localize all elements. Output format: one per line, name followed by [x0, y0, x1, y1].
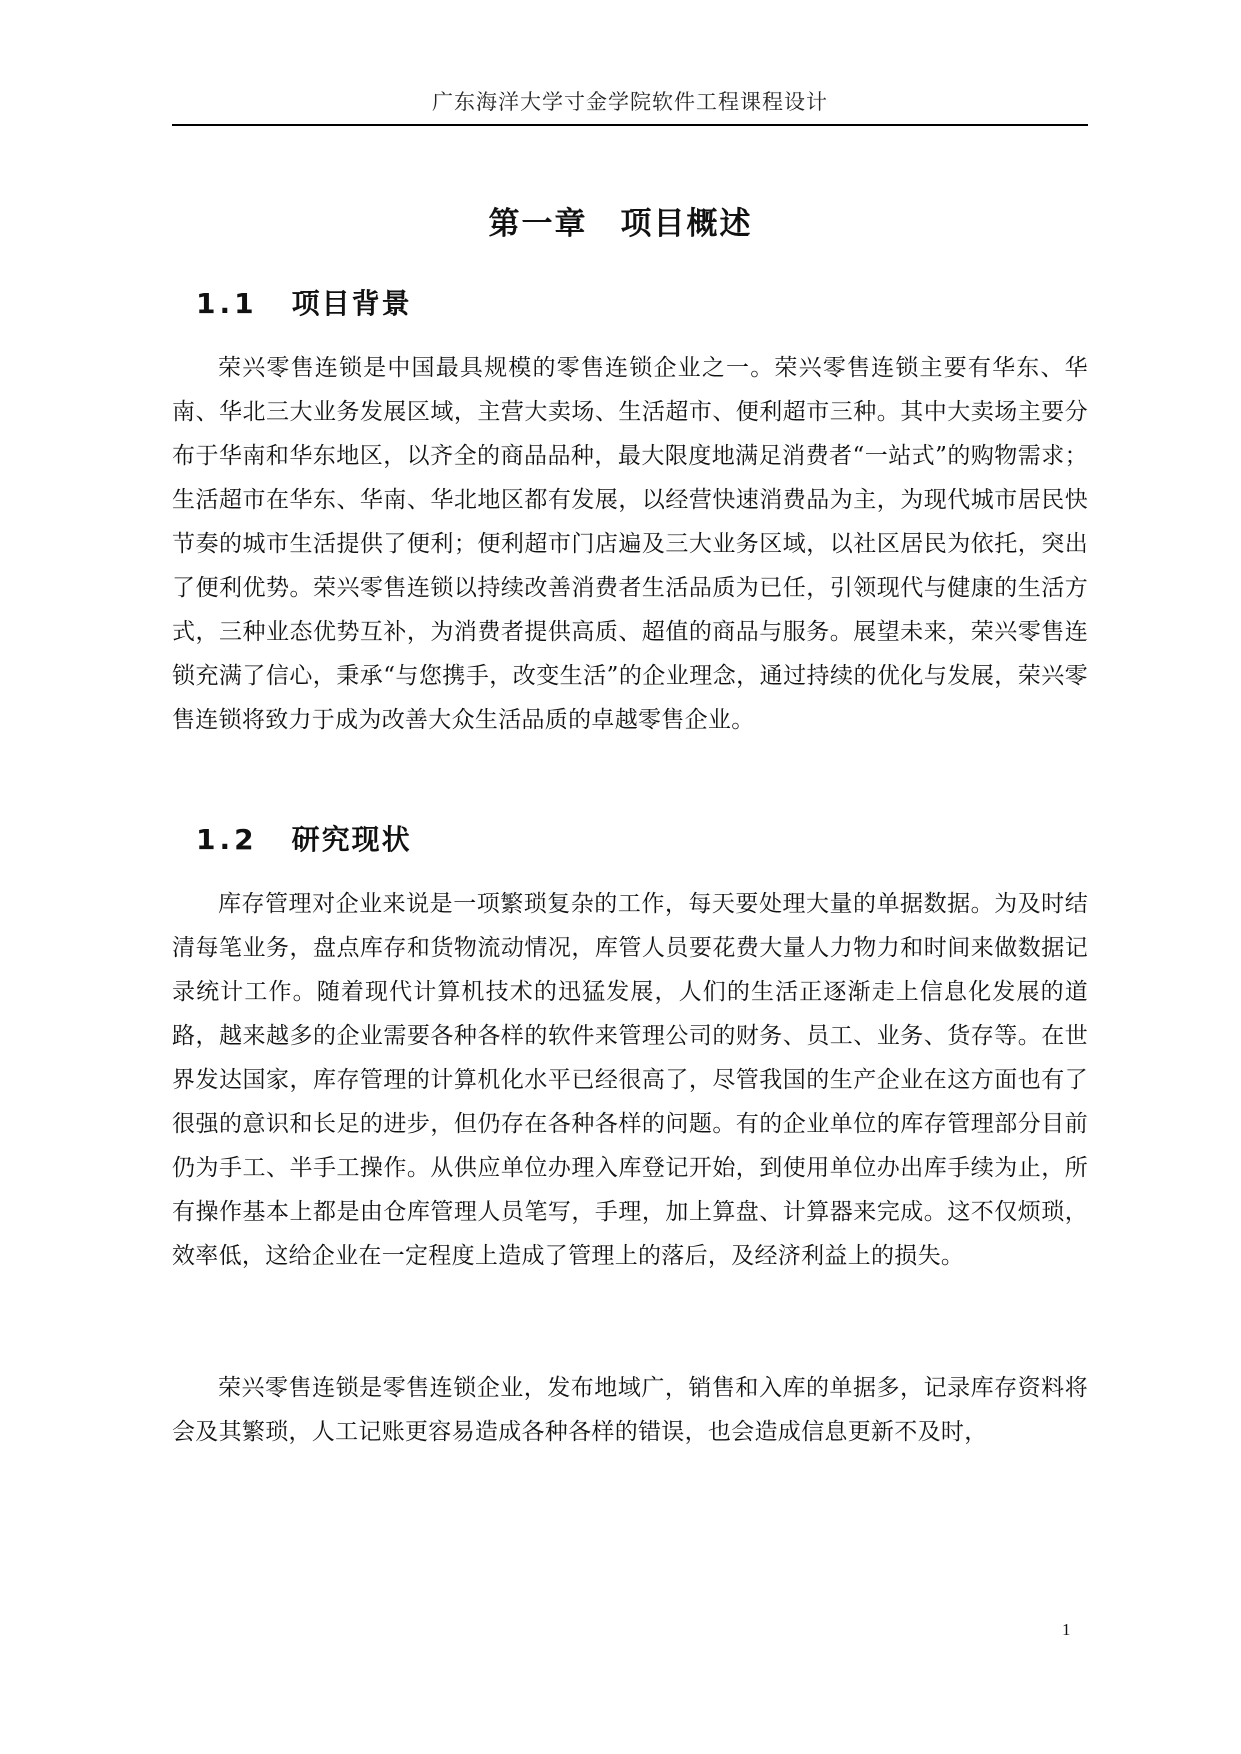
chapter-title: 第一章 项目概述 [488, 206, 753, 242]
paragraph-status-1: 库存管理对企业来说是一项繁琐复杂的工作，每天要处理大量的单据数据。为及时结清每笔业务，盘点库存和货物流动情况，库管人员要花费大量人力物力和时间来做数据记录统计工作。随着现代计算机技术的迅猛发展，人们的生活正逐渐走上信息化发展的道路，越来越多的企业需要各种各样的软件来管理公司的财务、员工、业务、货存等。在世界发达国家，库存管理的计算机化水平已经很高了，尽管我国的生产企业在这方面也有了很强的意识和长足的进步，但仍存在各种各样的问题。有的企业单位的库存管理部分目前仍为手工、半手工操作。从供应单位办理入库登记开始，到使用单位办出库手续为止，所有操作基本上都是由仓库管理人员笔写，手理，加上算盘、计算器来完成。这不仅烦琐，效率低，这给企业在一定程度上造成了管理上的落后，及经济利益上的损失。 [172, 891, 1088, 1269]
paragraph-background: 荣兴零售连锁是中国最具规模的零售连锁企业之一。荣兴零售连锁主要有华东、华南、华北三大业务发展区域，主营大卖场、生活超市、便利超市三种。其中大卖场主要分布于华南和华东地区，以齐全的商品品种，最大限度地满足消费者“一站式”的购物需求；生活超市在华东、华南、华北地区都有发展，以经营快速消费品为主，为现代城市居民快节奏的城市生活提供了便利；便利超市门店遍及三大业务区域，以社区居民为依托，突出了便利优势。荣兴零售连锁以持续改善消费者生活品质为已任，引领现代与健康的生活方式，三种业态优势互补，为消费者提供高质、超值的商品与服务。展望未来，荣兴零售连锁充满了信心，秉承“与您携手，改变生活”的企业理念，通过持续的优化与发展，荣兴零售连锁将致力于成为改善大众生活品质的卓越零售企业。 [172, 355, 1088, 733]
section-number: 1.2 [196, 823, 258, 856]
section-heading-1-2 [196, 818, 412, 858]
section-title: 项目背景 [291, 287, 412, 320]
section-title: 研究现状 [291, 823, 412, 856]
section-heading-1-1 [196, 282, 412, 322]
header-rule [172, 124, 1088, 126]
paragraph-status-2: 荣兴零售连锁是零售连锁企业，发布地域广，销售和入库的单据多，记录库存资料将会及其繁琐，人工记账更容易造成各种各样的错误，也会造成信息更新不及时， [172, 1375, 1088, 1445]
section-number: 1.1 [196, 287, 258, 320]
running-header: 广东海洋大学寸金学院软件工程课程设计 [432, 90, 828, 114]
page-number: 1 [1062, 1620, 1071, 1639]
